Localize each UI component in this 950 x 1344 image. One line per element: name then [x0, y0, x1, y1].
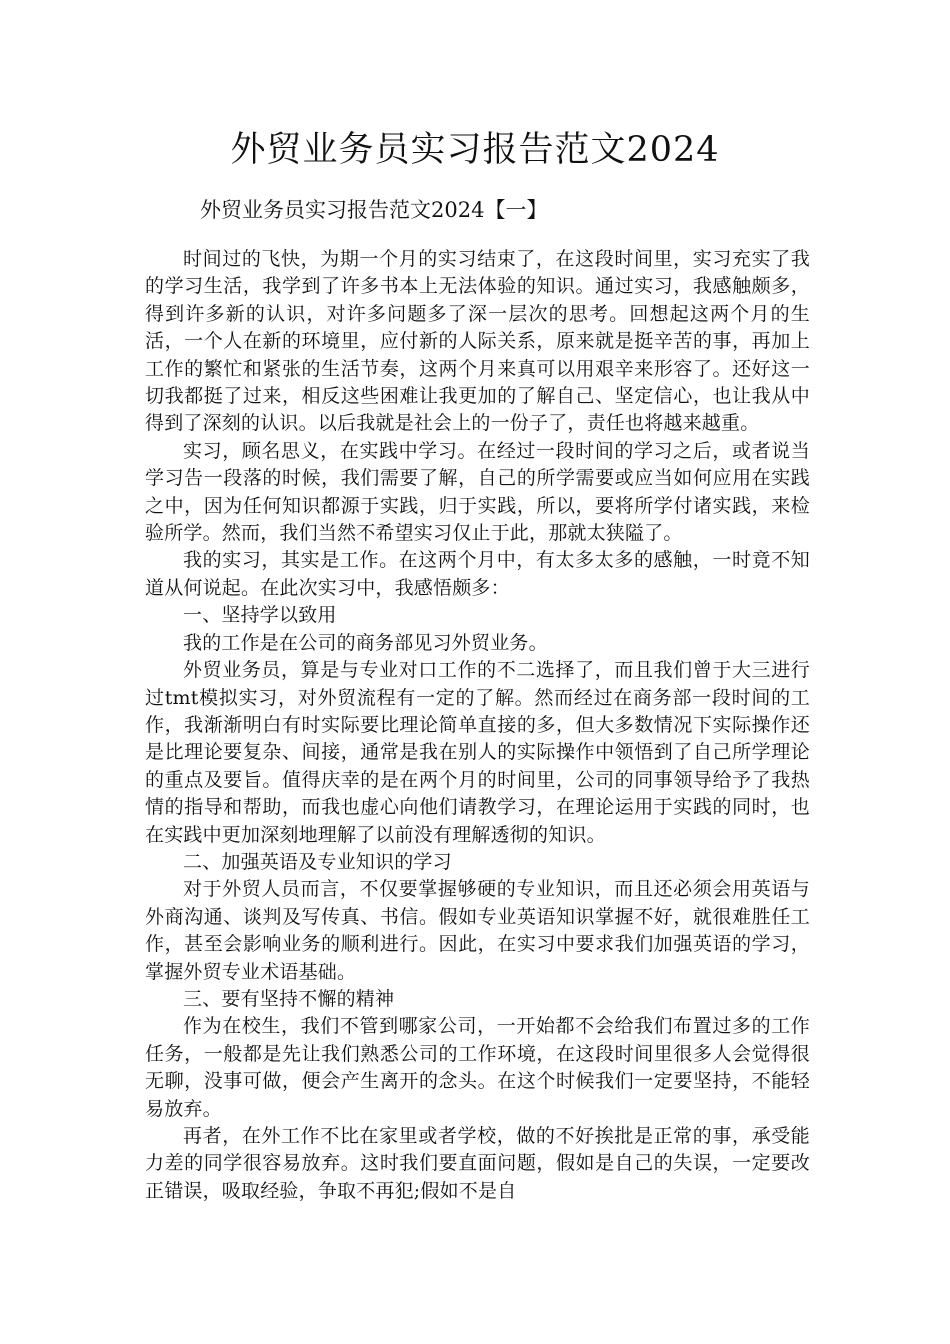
document-subtitle: 外贸业务员实习报告范文2024【一】 — [200, 198, 548, 222]
section-heading: 二、加强英语及专业知识的学习 — [183, 850, 452, 873]
document-title: 外贸业务员实习报告范文2024 — [230, 130, 720, 170]
paragraph: 我的实习，其实是工作。在这两个月中，有太多太多的感触，一时竟不知道从何说起。在此次实习中，我感悟颇多： — [145, 549, 810, 599]
paragraph: 再者，在外工作不比在家里或者学校，做的不好挨批是正常的事，承受能力差的同学很容易放弃。这时我们要直面问题，假如是自己的失误，一定要改正错误，吸取经验，争取不再犯;假如不是自 — [145, 1125, 810, 1202]
paragraph: 作为在校生，我们不管到哪家公司，一开始都不会给我们布置过多的工作任务，一般都是先让我们熟悉公司的工作环境，在这段时间里很多人会觉得很无聊，没事可做，便会产生离开的念头。在这个时候我们一定要坚持，不能轻易放弃。 — [145, 1015, 810, 1120]
paragraph: 对于外贸人员而言，不仅要掌握够硬的专业知识，而且还必须会用英语与外商沟通、谈判及写传真、书信。假如专业英语知识掌握不好，就很难胜任工作，甚至会影响业务的顺利进行。因此，在实习中要求我们加强英语的学习，掌握外贸专业术语基础。 — [145, 878, 810, 983]
paragraph: 实习，顾名思义，在实践中学习。在经过一段时间的学习之后，或者说当学习告一段落的时候，我们需要了解，自己的所学需要或应当如何应用在实践之中，因为任何知识都源于实践，归于实践，所以，要将所学付诸实践，来检验所学。然而，我们当然不希望实习仅止于此，那就太狭隘了。 — [145, 439, 810, 545]
paragraph: 我的工作是在公司的商务部见习外贸业务。 — [183, 631, 548, 654]
document-body — [145, 246, 810, 1205]
section-heading: 三、要有坚持不懈的精神 — [183, 987, 395, 1010]
paragraph: 外贸业务员，算是与专业对口工作的不二选择了，而且我们曾于大三进行过tmt模拟实习，对外贸流程有一定的了解。然而经过在商务部一段时间的工作，我渐渐明白有时实际要比理论简单直接的多，但大多数情况下实际操作还是比理论要复杂、间接，通常是我在别人的实际操作中领悟到了自己所学理论的重点及要旨。值得庆幸的是在两个月的时间里，公司的同事领导给予了我热情的指导和帮助，而我也虚心向他们请教学习，在理论运用于实践的同时，也在实践中更加深刻地理解了以前没有理解透彻的知识。 — [145, 659, 810, 846]
section-heading: 一、坚持学以致用 — [183, 604, 337, 627]
paragraph: 时间过的飞快，为期一个月的实习结束了，在这段时间里，实习充实了我的学习生活，我学到了许多书本上无法体验的知识。通过实习，我感触颇多，得到许多新的认识，对许多问题多了深一层次的思考。回想起这两个月的生活，一个人在新的环境里，应付新的人际关系，原来就是挺辛苦的事，再加上工作的繁忙和紧张的生活节奏，这两个月来真可以用艰辛来形容了。还好这一切我都挺了过来，相反这些困难让我更加的了解自己、坚定信心，也让我从中得到了深刻的认识。以后我就是社会上的一份子了，责任也将越来越重。 — [145, 248, 810, 435]
